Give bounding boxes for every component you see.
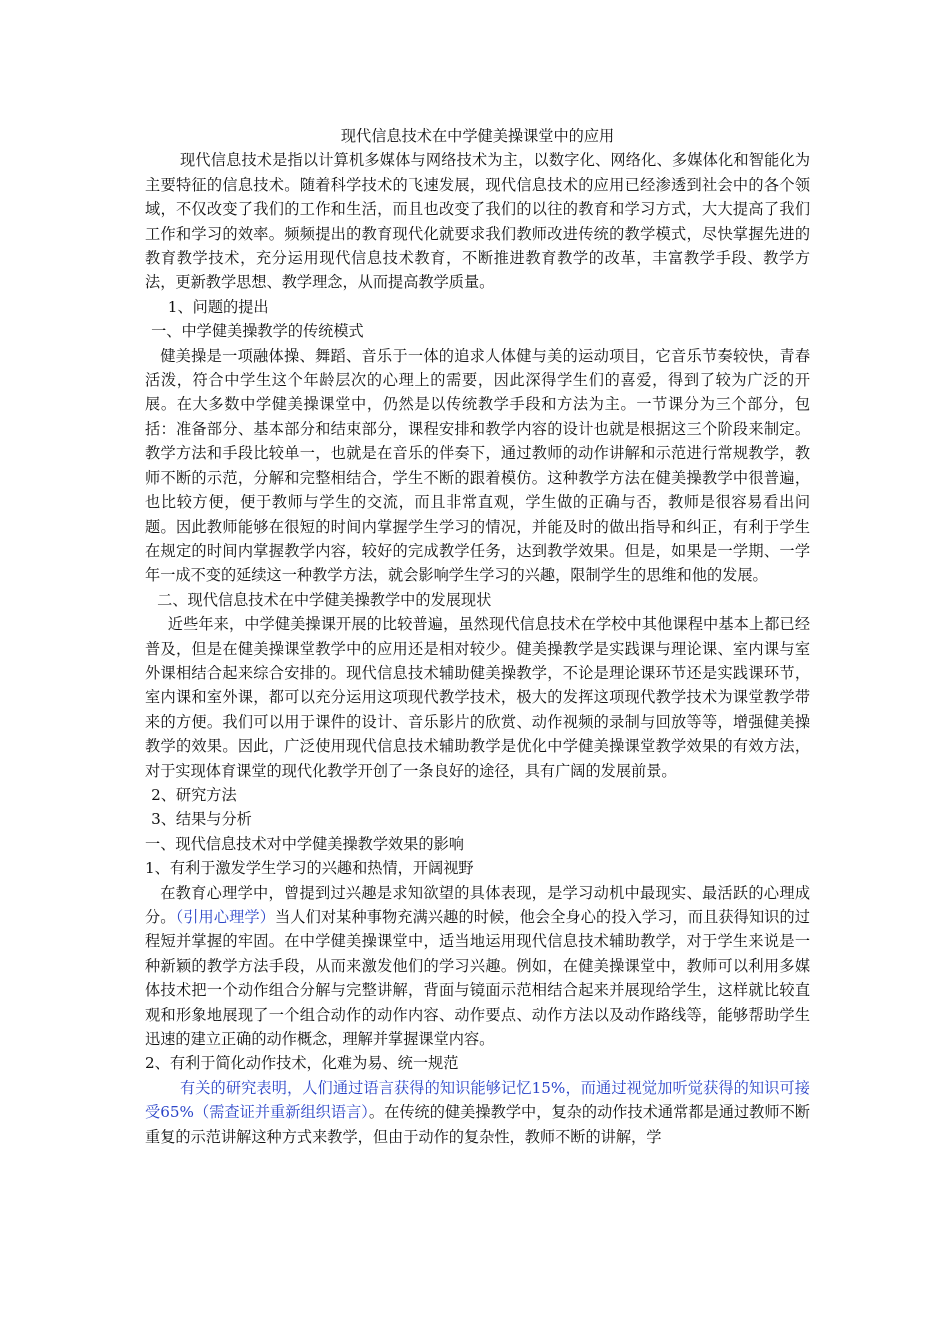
subheading-traditional-mode: 一、中学健美操教学的传统模式: [151, 322, 364, 341]
paragraph-interest-text-a: 在教育心理学中，曾提到过兴趣是求知欲望的具体表现，是学习动机中最现实、最活跃的心理成分。: [145, 883, 810, 926]
subheading-current-status: 二、现代信息技术在中学健美操教学中的发展现状: [157, 590, 492, 609]
paragraph-current-status: 近些年来，中学健美操课开展的比较普遍，虽然现代信息技术在学校中其他课程中基本上都已经普及，但是在健美操课堂教学中的应用还是相对较少。健美操教学是实践课与理论课、室内课与室外课相结合起来综合安排的。现代信息技术辅助健美操教学，不论是理论课环节还是实践课环节，室内课和室外课，都可以充分运用这项现代教学技术，极大的发挥这项现代教学技术为课堂教学带来的方便。我们可以用于课件的设计、音乐影片的欣赏、动作视频的录制与回放等等，增强健美操教学的效果。因此，广泛使用现代信息技术辅助教学是优化中学健美操课堂教学效果的有效方法，对于实现体育课堂的现代化教学开创了一条良好的途径，具有广阔的发展前景。: [145, 615, 810, 780]
subheading-effects: 一、现代信息技术对中学健美操教学效果的影响: [145, 834, 464, 853]
annotation-psychology-citation: （引用心理学）: [175, 908, 275, 926]
point-heading-simplify: 2、有利于简化动作技术，化难为易、统一规范: [145, 1054, 459, 1073]
paragraph-interest-text-b: 当人们对某种事物充满兴趣的时候，他会全身心的投入学习，而且获得知识的过程短并掌握的牢固。在中学健美操课堂中，适当地运用现代信息技术辅助教学，对于学生来说是一种新颖的教学方法手段，从而来激发他们的学习兴趣。例如，在健美操课堂中，教师可以利用多媒体技术把一个动作组合分解与完整讲解，背面与镜面示范相结合起来并展现给学生，这样就比较直观和形象地展现了一个组合动作的动作内容、动作要点、动作方法以及动作路线等，能够帮助学生迅速的建立正确的动作概念，理解并掌握课堂内容。: [145, 908, 810, 1049]
section-heading-results: 3、结果与分析: [151, 810, 252, 829]
paragraph-simplify: [145, 1076, 810, 1149]
section-heading-methods: 2、研究方法: [151, 785, 237, 804]
section-heading-problem: 1、问题的提出: [167, 297, 269, 316]
document-page: [145, 124, 810, 1149]
paragraph-interest: [145, 881, 810, 1052]
annotation-research-note: 有关的研究表明，人们通过语言获得的知识能够记忆15%，而通过视觉加听觉获得的知识可接受65%（需查证并重新组织语言）: [145, 1078, 810, 1122]
paragraph-traditional-mode: 健美操是一项融体操、舞蹈、音乐于一体的追求人体健与美的运动项目，它音乐节奏较快，青春活泼，符合中学生这个年龄层次的心理上的需要，因此深得学生们的喜爱，得到了较为广泛的开展。在大多数中学健美操课堂中，仍然是以传统教学手段和方法为主。一节课分为三个部分，包括：准备部分、基本部分和结束部分，课程安排和教学内容的设计也就是根据这三个阶段来制定。教学方法和手段比较单一，也就是在音乐的伴奏下，通过教师的动作讲解和示范进行常规教学，教师不断的示范，分解和完整相结合，学生不断的跟着模仿。这种教学方法在健美操教学中很普遍，也比较方便，便于教师与学生的交流，而且非常直观，学生做的正确与否，教师是很容易看出问题。因此教师能够在很短的时间内掌握学生学习的情况，并能及时的做出指导和纠正，有利于学生在规定的时间内掌握教学内容，较好的完成教学任务，达到教学效果。但是，如果是一学期、一学年一成不变的延续这一种教学方法，就会影响学生学习的兴趣，限制学生的思维和他的发展。: [145, 346, 810, 585]
document-title: 现代信息技术在中学健美操课堂中的应用: [340, 127, 615, 145]
paragraph-simplify-text: 。在传统的健美操教学中，复杂的动作技术通常都是通过教师不断重复的示范讲解这种方式来教学，但由于动作的复杂性，教师不断的讲解，学: [145, 1103, 810, 1146]
intro-paragraph: 现代信息技术是指以计算机多媒体与网络技术为主，以数字化、网络化、多媒体化和智能化为主要特征的信息技术。随着科学技术的飞速发展，现代信息技术的应用已经渗透到社会中的各个领域，不仅改变了我们的工作和生活，而且也改变了我们的以往的教育和学习方式，大大提高了我们工作和学习的效率。频频提出的教育现代化就要求我们教师改进传统的教学模式，尽快掌握先进的教育教学技术，充分运用现代信息技术教育，不断推进教育教学的改革，丰富教学手段、教学方法，更新教学思想、教学理念，从而提高教学质量。: [145, 151, 810, 292]
point-heading-interest: 1、有利于激发学生学习的兴趣和热情，开阔视野: [145, 859, 474, 878]
